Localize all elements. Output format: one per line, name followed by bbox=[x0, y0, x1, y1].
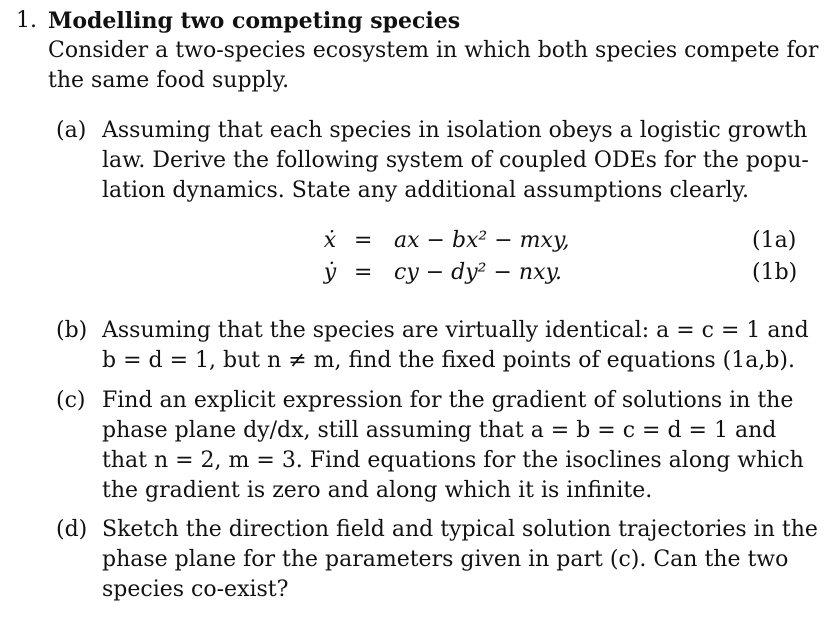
part-d-line-1: Sketch the direction field and typical solution trajectories in the bbox=[102, 517, 818, 542]
part-a-line-3: lation dynamics. State any additional assumptions clearly. bbox=[102, 178, 750, 203]
part-b-line-1: Assuming that the species are virtually identical: a = c = 1 and bbox=[102, 318, 809, 343]
equation-1a-tag: (1a) bbox=[752, 228, 797, 253]
equation-1b-lhs: ẏ bbox=[323, 260, 337, 285]
part-a-line-2: law. Derive the following system of coupled ODEs for the popu- bbox=[102, 148, 809, 173]
part-b-label: (b) bbox=[56, 318, 88, 343]
equation-1a-lhs: ẋ bbox=[323, 228, 337, 253]
intro-line-1: Consider a two-species ecosystem in which both species compete for bbox=[48, 38, 819, 63]
part-c-line-4: the gradient is zero and along which it is infinite. bbox=[102, 478, 653, 503]
equation-1b-rhs: cy − dy² − nxy. bbox=[394, 260, 562, 285]
part-c-line-2: phase plane dy/dx, still assuming that a = b = c = d = 1 and bbox=[102, 418, 777, 443]
problem-title: Modelling two competing species bbox=[48, 8, 461, 34]
part-b-line-2: b = d = 1, but n ≠ m, find the fixed points of equations (1a,b). bbox=[102, 348, 795, 373]
equation-1a-rhs: ax − bx² − mxy, bbox=[394, 228, 570, 253]
equation-1b-tag: (1b) bbox=[752, 260, 798, 285]
part-a-line-1: Assuming that each species in isolation obeys a logistic growth bbox=[102, 118, 808, 143]
intro-line-2: the same food supply. bbox=[48, 68, 290, 93]
part-c-line-1: Find an explicit expression for the gradient of solutions in the bbox=[102, 388, 794, 413]
part-c-label: (c) bbox=[56, 388, 86, 413]
part-a-label: (a) bbox=[56, 118, 87, 143]
problem-number: 1. bbox=[16, 8, 37, 33]
part-d-line-3: species co-exist? bbox=[102, 577, 289, 602]
part-d-label: (d) bbox=[56, 517, 88, 542]
part-c-line-3: that n = 2, m = 3. Find equations for the isoclines along which bbox=[102, 448, 804, 473]
part-d-line-2: phase plane for the parameters given in part (c). Can the two bbox=[102, 547, 789, 572]
equation-1b-equals: = bbox=[354, 260, 373, 285]
equation-1a-equals: = bbox=[354, 228, 373, 253]
